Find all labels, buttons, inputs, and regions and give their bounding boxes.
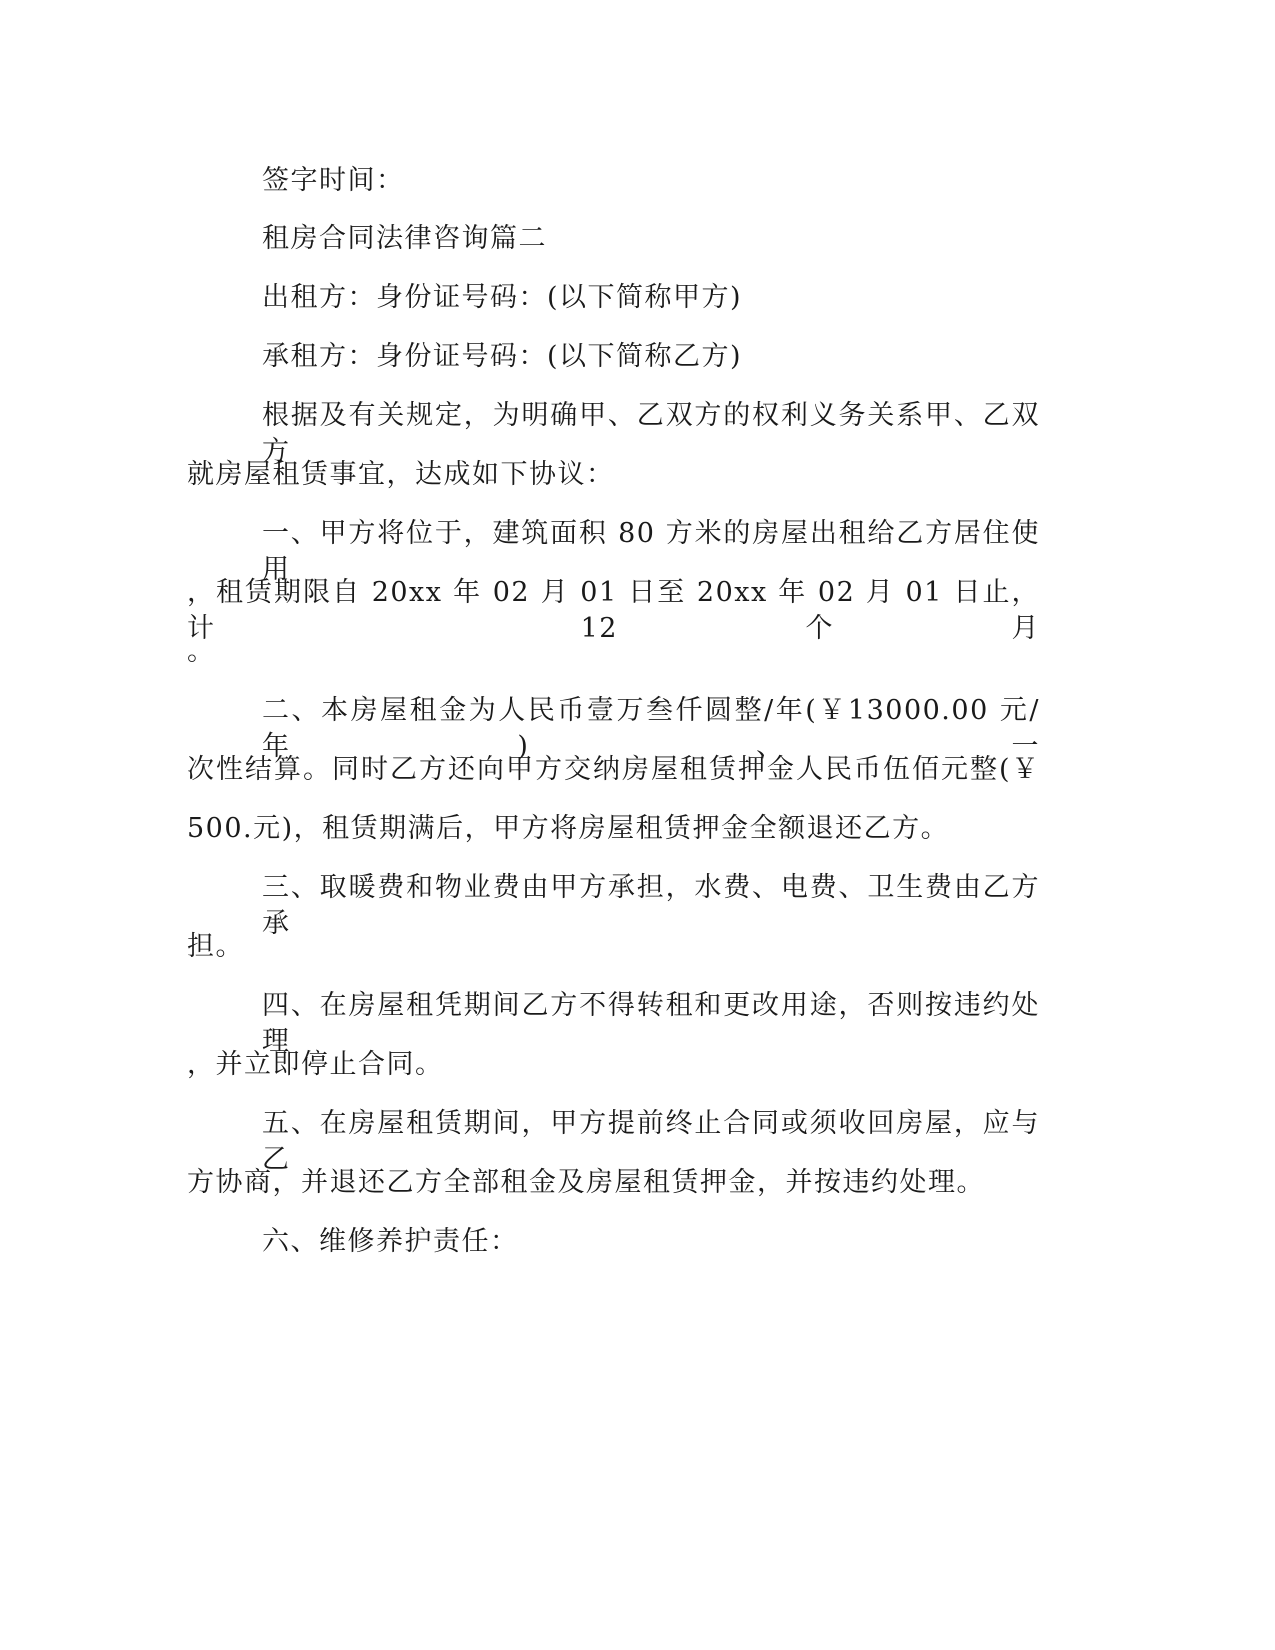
signing-time-label: 签字时间： (262, 165, 405, 196)
clause-4-line-1: 四、在房屋租凭期间乙方不得转租和更改用途，否则按违约处理 (262, 990, 1040, 1057)
lessor-line: 出租方：身份证号码：(以下简称甲方) (262, 282, 743, 313)
clause-2-line-3: 500.元)，租赁期满后，甲方将房屋租赁押金全额退还乙方。 (187, 813, 950, 844)
clause-2-line-2: 次性结算。同时乙方还向甲方交纳房屋租赁押金人民币伍佰元整(￥ (187, 754, 1040, 785)
lessee-line: 承租方：身份证号码：(以下简称乙方) (262, 341, 743, 372)
clause-4-line-2: ，并立即停止合同。 (187, 1049, 444, 1080)
preamble-line-2: 就房屋租赁事宜，达成如下协议： (187, 459, 615, 490)
preamble-line-1: 根据及有关规定，为明确甲、乙双方的权利义务关系甲、乙双方 (262, 400, 1040, 467)
clause-1-line-1: 一、甲方将位于，建筑面积 80 方米的房屋出租给乙方居住使用 (262, 518, 1040, 585)
section-title: 租房合同法律咨询篇二 (262, 223, 547, 254)
clause-6-heading: 六、维修养护责任： (262, 1226, 519, 1257)
clause-1-line-3: 。 (187, 636, 216, 667)
clause-2-line-1: 二、本房屋租金为人民币壹万叁仟圆整/年(￥13000.00 元/年)、一 (262, 695, 1040, 762)
clause-3-line-2: 担。 (187, 931, 244, 962)
clause-3-line-1: 三、取暖费和物业费由甲方承担，水费、电费、卫生费由乙方承 (262, 872, 1040, 939)
clause-5-line-1: 五、在房屋租赁期间，甲方提前终止合同或须收回房屋，应与乙 (262, 1108, 1040, 1175)
clause-5-line-2: 方协商，并退还乙方全部租金及房屋租赁押金，并按违约处理。 (187, 1167, 985, 1198)
clause-1-line-2: ，租赁期限自 20xx 年 02 月 01 日至 20xx 年 02 月 01 日止，计 12 个月 (187, 577, 1040, 644)
